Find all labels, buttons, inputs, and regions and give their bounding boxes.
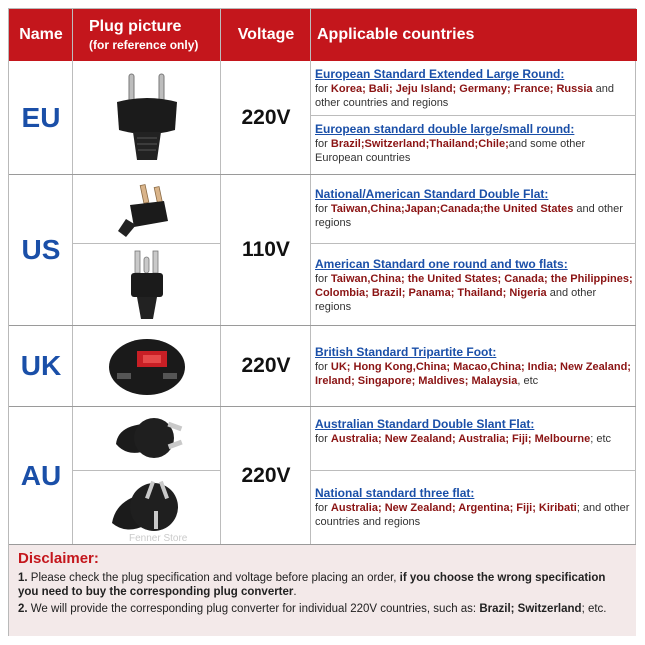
us-desc-1-countries: Taiwan,China;Japan;Canada;the United States	[330, 203, 574, 215]
us-three-pin-plug-icon	[73, 244, 221, 325]
us-desc-1-title: National/American Standard Double Flat:	[315, 187, 549, 201]
eu-plug-icon	[73, 61, 221, 174]
disclaimer-item-2	[18, 602, 627, 616]
au-desc-2-pre: for	[315, 502, 331, 514]
disclaimer-1-end: .	[293, 586, 297, 598]
us-two-flat-plug-icon	[73, 175, 221, 243]
disclaimer-2-num: 2.	[18, 603, 28, 615]
header-plug-picture	[73, 9, 221, 61]
au-desc-1-title: Australian Standard Double Slant Flat:	[315, 417, 535, 431]
us-desc-1	[315, 187, 633, 230]
us-desc-1-pre: for	[315, 203, 331, 215]
disclaimer-1-text: Please check the plug specification and voltage before placing an order,	[27, 572, 400, 584]
au-desc-1	[315, 417, 633, 446]
header-voltage: Voltage	[221, 9, 311, 61]
au-desc-2-countries: Australia; New Zealand; Argentina; Fiji; Kiribati	[330, 502, 577, 514]
au-desc-2-title: National standard three flat:	[315, 486, 475, 500]
au-desc-1-pre: for	[315, 433, 331, 445]
us-desc-1-post: and other regions	[315, 203, 623, 229]
header-plug-title: Plug picture	[89, 18, 182, 35]
eu-desc-1	[315, 67, 633, 110]
us-desc-2-title: American Standard one round and two flats:	[315, 257, 568, 271]
disclaimer-item-1	[18, 571, 627, 599]
voltage-uk: 220V	[241, 354, 291, 377]
eu-desc-1-post: and other countries and regions	[315, 83, 614, 109]
header-plug-subtitle: (for reference only)	[89, 38, 199, 52]
code-us: US	[21, 234, 61, 265]
disclaimer-2-text: We will provide the corresponding plug converter for individual 220V countries, such as:	[27, 603, 480, 615]
eu-desc-1-title: European Standard Extended Large Round:	[315, 67, 565, 81]
au-desc-2	[315, 486, 633, 529]
eu-desc-2-post: and some other European countries	[315, 138, 586, 164]
divider	[311, 115, 636, 116]
plug-spec-table	[8, 8, 636, 636]
eu-desc-2-pre: for	[315, 138, 331, 150]
code-eu: EU	[21, 101, 61, 133]
header-name: Name	[9, 9, 73, 61]
uk-desc-1-title: British Standard Tripartite Foot:	[315, 345, 497, 359]
us-desc-2-post: and other regions	[315, 287, 597, 313]
watermark: Fenner Store	[129, 533, 188, 544]
eu-desc-2-countries: Brazil;Switzerland;Thailand;Chile;	[330, 138, 509, 150]
uk-plug-icon	[73, 326, 221, 406]
header-countries: Applicable countries	[311, 9, 637, 61]
divider	[311, 243, 636, 244]
voltage-us: 110V	[242, 238, 290, 261]
divider	[311, 470, 636, 471]
uk-desc-1-pre: for	[315, 361, 331, 373]
disclaimer-2-bold: Brazil; Switzerland	[479, 603, 582, 615]
us-desc-2	[315, 257, 633, 314]
us-desc-2-pre: for	[315, 273, 331, 285]
au-desc-1-countries: Australia; New Zealand; Australia; Fiji; Melbourne	[330, 433, 591, 445]
voltage-au: 220V	[241, 463, 291, 487]
us-desc-2-countries: Taiwan,China; the United States; Canada; the Philippines; Colombia; Brazil; Panama; Thailand; Nigeria	[315, 273, 633, 299]
voltage-eu: 220V	[241, 105, 291, 129]
uk-desc-1-post: , etc	[517, 375, 539, 387]
disclaimer-1-num: 1.	[18, 572, 28, 584]
au-desc-2-post: ; and other countries and regions	[315, 502, 630, 528]
code-uk: UK	[20, 350, 62, 381]
code-au: AU	[20, 459, 62, 491]
au-two-pin-plug-icon	[73, 407, 221, 470]
disclaimer-2-end: ; etc.	[581, 603, 607, 615]
disclaimer-box	[9, 545, 636, 636]
uk-desc-1	[315, 345, 633, 388]
eu-desc-2	[315, 122, 633, 165]
eu-desc-1-countries: Korea; Bali; Jeju Island; Germany; France; Russia	[330, 83, 593, 95]
uk-desc-1-countries: UK; Hong Kong,China; Macao,China; India; New Zealand; Ireland; Singapore; Maldives; Malaysia	[315, 361, 631, 387]
au-desc-1-post: ; etc	[590, 433, 612, 445]
disclaimer-1-bold: if you choose the wrong specification you need to buy the corresponding plug converter	[18, 572, 606, 598]
disclaimer-title: Disclaimer:	[18, 550, 99, 567]
eu-desc-1-pre: for	[315, 83, 331, 95]
eu-desc-2-title: European standard double large/small round:	[315, 122, 575, 136]
